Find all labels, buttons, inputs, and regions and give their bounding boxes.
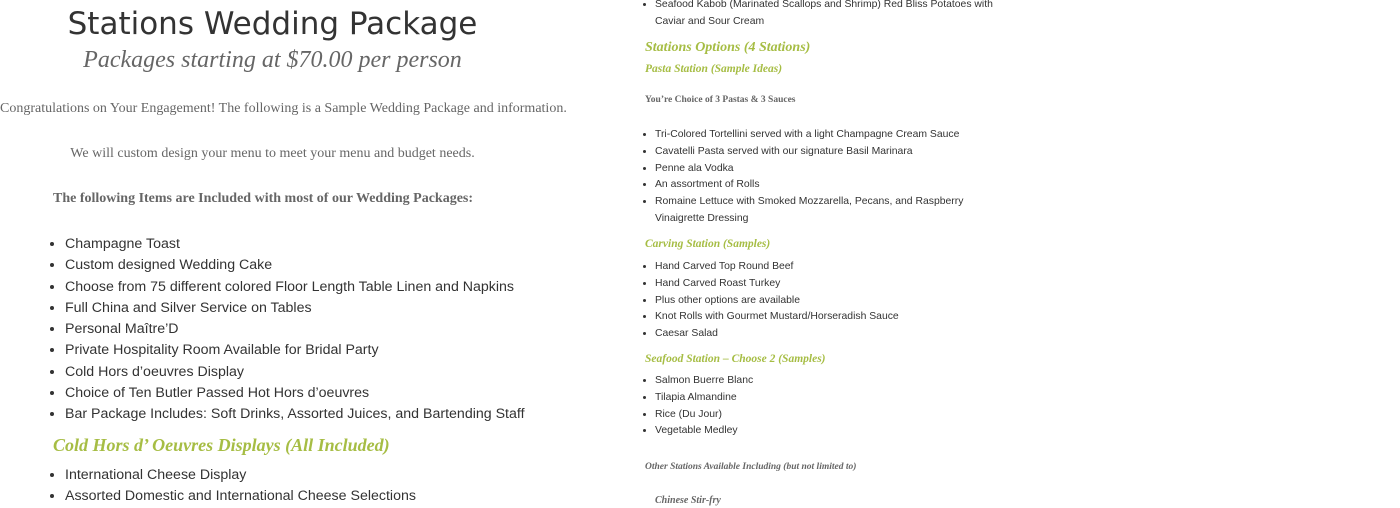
pasta-station-list <box>645 127 1005 228</box>
list-item: • Private Hospitality Room Available for Bridal Party <box>65 340 525 361</box>
cold-hors-list <box>0 465 416 508</box>
list-item: • Personal Maître’D <box>65 319 525 340</box>
list-item: • Custom designed Wedding Cake <box>65 255 525 276</box>
carving-station-list <box>645 259 1005 343</box>
stations-options-heading: Stations Options (4 Stations) <box>645 40 811 55</box>
top-items-list <box>645 0 1005 31</box>
list-item: • Romaine Lettuce with Smoked Mozzarella, Pecans, and Raspberry Vinaigrette Dressing <box>655 194 1005 228</box>
page-title: Stations Wedding Package <box>67 6 478 42</box>
list-item: • Caesar Salad <box>655 326 1005 343</box>
list-item: • Seafood Kabob (Marinated Scallops and Shrimp) Red Bliss Potatoes with Caviar and Sour Cream <box>655 0 1005 31</box>
list-item: • Choice of Ten Butler Passed Hot Hors d’oeuvres <box>65 383 525 404</box>
intro-custom-menu: We will custom design your menu to meet your menu and budget needs. <box>70 146 475 161</box>
included-items-list <box>0 234 525 426</box>
list-item: • Choose from 75 different colored Floor Length Table Linen and Napkins <box>65 277 525 298</box>
intro-congratulations: Congratulations on Your Engagement! The following is a Sample Wedding Package and information. <box>0 101 567 116</box>
cut-off-line: Chinese Stir-fry <box>655 495 721 506</box>
list-item: • Hand Carved Roast Turkey <box>655 276 1005 293</box>
list-item: • Cold Hors d’oeuvres Display <box>65 362 525 383</box>
list-item: • International Cheese Display <box>65 465 416 486</box>
list-item: • Hand Carved Top Round Beef <box>655 259 1005 276</box>
list-item: • An assortment of Rolls <box>655 177 1005 194</box>
included-items-heading: The following Items are Included with most of our Wedding Packages: <box>53 191 474 206</box>
list-item: • Plus other options are available <box>655 293 1005 310</box>
carving-station-heading: Carving Station (Samples) <box>645 238 771 250</box>
list-item: • Tri-Colored Tortellini served with a light Champagne Cream Sauce <box>655 127 1005 144</box>
seafood-station-heading: Seafood Station – Choose 2 (Samples) <box>645 353 826 365</box>
pasta-station-heading: Pasta Station (Sample Ideas) <box>645 63 783 75</box>
cold-hors-heading: Cold Hors d’ Oeuvres Displays (All Included) <box>53 435 390 455</box>
list-item: • Vegetable Medley <box>655 423 1005 440</box>
list-item: • Knot Rolls with Gourmet Mustard/Horseradish Sauce <box>655 309 1005 326</box>
list-item: • Salmon Buerre Blanc <box>655 373 1005 390</box>
list-item: • Cavatelli Pasta served with our signature Basil Marinara <box>655 144 1005 161</box>
list-item: • Full China and Silver Service on Tables <box>65 298 525 319</box>
other-stations-note: Other Stations Available Including (but not limited to) <box>645 462 857 472</box>
list-item: • Champagne Toast <box>65 234 525 255</box>
page-subtitle: Packages starting at $70.00 per person <box>83 47 462 73</box>
pasta-choice-note: You’re Choice of 3 Pastas & 3 Sauces <box>645 95 796 105</box>
list-item: • Rice (Du Jour) <box>655 407 1005 424</box>
list-item: • Assorted Domestic and International Cheese Selections <box>65 486 416 507</box>
list-item: • Tilapia Almandine <box>655 390 1005 407</box>
seafood-station-list <box>645 373 1005 440</box>
list-item: • Bar Package Includes: Soft Drinks, Assorted Juices, and Bartending Staff <box>65 404 525 425</box>
list-item: • Penne ala Vodka <box>655 161 1005 178</box>
